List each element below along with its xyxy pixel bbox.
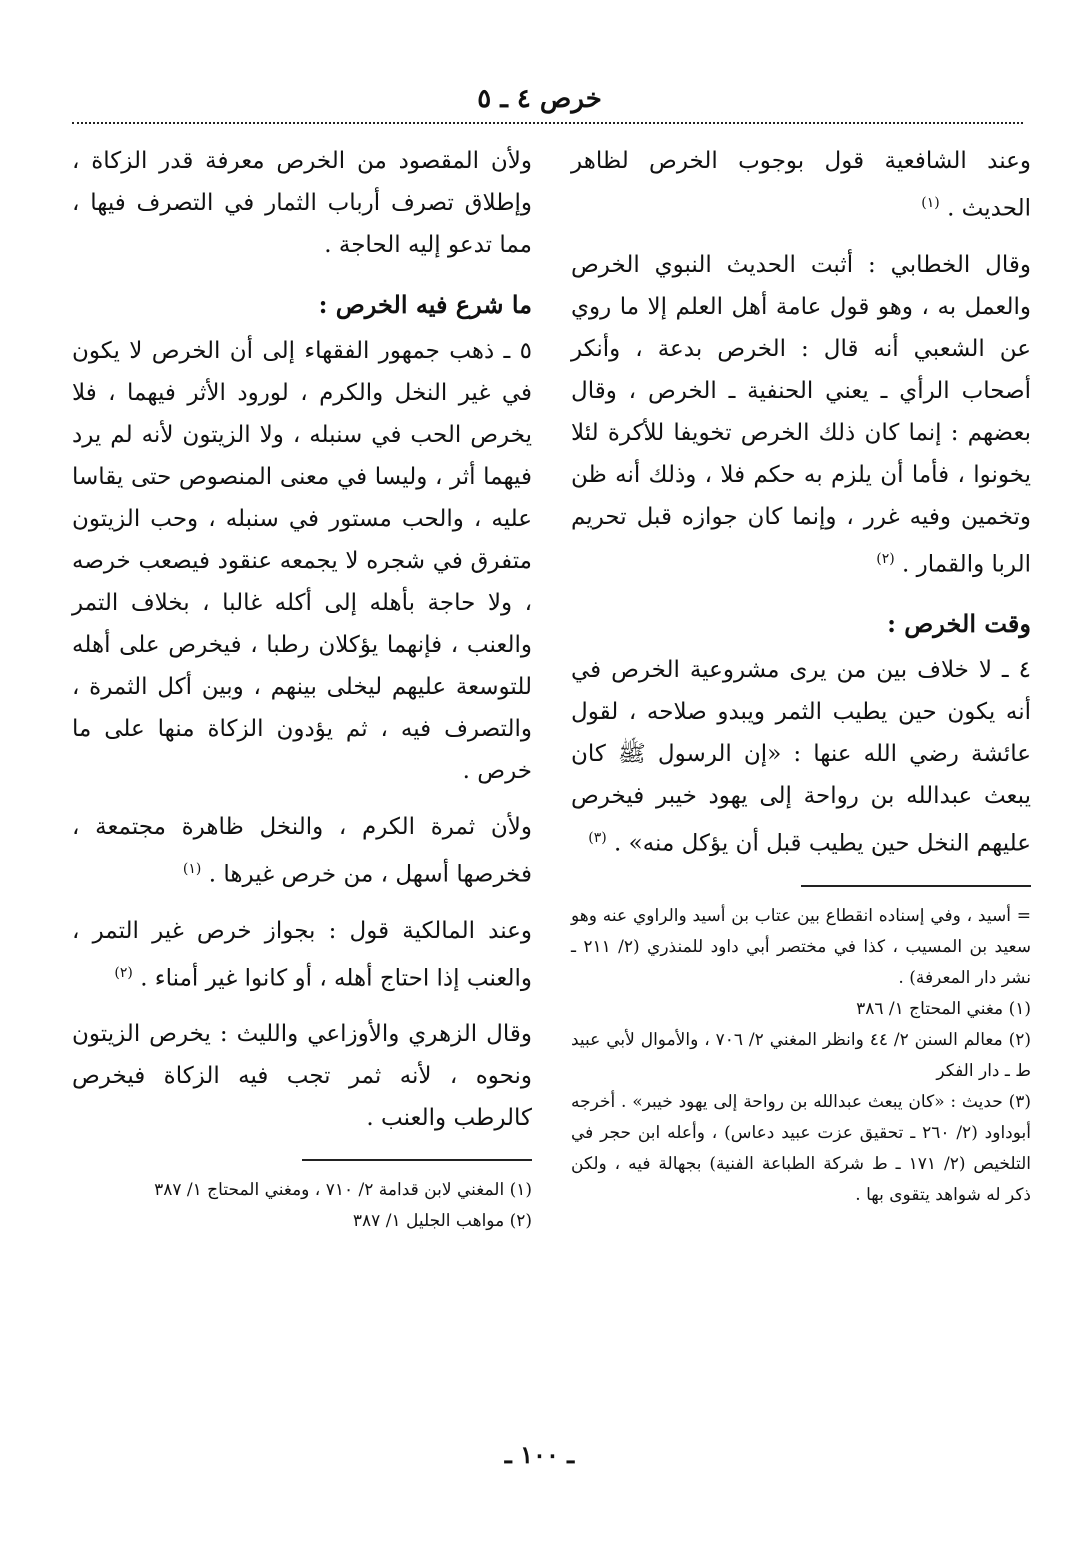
- paragraph: وعند المالكية قول : بجواز خرص غير التمر ، والعنب إذا احتاج أهله ، أو كانوا غير أمناء . $^{(٢)}$: [72, 917, 532, 992]
- paragraph: وعند الشافعية قول بوجوب الخرص لظاهر الحديث . $^{(١)}$: [571, 148, 1031, 222]
- paragraph: ٤ ـ لا خلاف بين من يرى مشروعية الخرص في أنه يكون حين يطيب الثمر ويبدو صلاحه ، لقول عائشة رضي الله عنها : «إن الرسول ﷺ كان يبعث عبدالله بن رواحة إلى يهود خيبر فيخرص عليهم النخل حين يطيب قبل أن يؤكل منه» . $^{(٣)}$: [571, 657, 1031, 857]
- footnote-divider: [801, 885, 1031, 887]
- footnote: (٢) مواهب الجليل ١/ ٣٨٧: [352, 1211, 532, 1232]
- paragraph: وقال الزهري والأوزاعي والليث : يخرص الزيتون ونحوه ، لأنه ثمر تجب فيه الزكاة فيخرص كالرطب والعنب .: [72, 1021, 532, 1132]
- page-header-title: خرص ٤ ـ ٥: [477, 84, 602, 114]
- footnote: (٢) معالم السنن ٢/ ٤٤ وانظر المغني ٢/ ٧٠٦ ، والأموال لأبي عبيد ط ـ دار الفكر: [571, 1029, 1031, 1081]
- header-divider: [72, 122, 1023, 124]
- footnote-ref: (٣): [588, 830, 607, 847]
- footnote-ref: (١): [182, 861, 202, 877]
- footnote: = أسيد ، وفي إسناده انقطاع بين عتاب بن أسيد والراوي عنه وهو سعيد بن المسيب ، كذا في مختصر أبي داود للمنذري (٢/ ٢١١ ـ نشر دار المعرفة) .: [571, 905, 1031, 988]
- left-column: [72, 140, 532, 1237]
- paragraph: ٥ ـ ذهب جمهور الفقهاء إلى أن الخرص لا يكون في غير النخل والكرم ، لورود الأثر فيهما ، فلا يخرص الحب في سنبله ، ولا الزيتون لأنه لم يرد فيهما أثر ، وليسا في معنى المنصوص حتى يقاسا عليه ، والحب مستور في سنبله ، وحب الزيتون متفرق في شجره لا يجمعه عنقود فيصعب خرصه ، ولا حاجة بأهله إلى أكله غالبا ، بخلاف التمر والعنب ، فإنهما يؤكلان رطبا ، فيخرص على أهله للتوسعة عليهم ليخلى بينهم ، وبين أكل الثمرة ، والتصرف فيه ، ثم يؤدون الزكاة منها على ما خرص .: [72, 338, 532, 784]
- footnote-ref: (١): [921, 195, 940, 211]
- footnote: (١) المغني لابن قدامة ٢/ ٧١٠ ، ومغني المحتاج ١/ ٣٨٧: [154, 1180, 532, 1201]
- paragraph: ولأن ثمرة الكرم ، والنخل ظاهرة مجتمعة ، فخرصها أسهل ، من خرص غيرها . $^{(١)}$: [72, 814, 532, 888]
- footnote: (٣) حديث : «كان يبعث عبدالله بن رواحة إلى يهود خيبر» . أخرجه أبوداود (٢/ ٢٦٠ ـ تحقيق عزت عبيد دعاس) ، وأعله ابن حجر في التلخيص (٢/ ١٧١ ـ ط شركة الطباعة الفنية) بجهالة فيه ، ولكن ذكر له شواهد يتقوى بها .: [571, 1091, 1031, 1205]
- footnote-ref: (٢): [114, 964, 133, 981]
- section-heading: وقت الخرص :: [887, 609, 1031, 639]
- right-column: [571, 140, 1031, 1211]
- footnote-divider: [302, 1159, 532, 1161]
- footnote: (١) مغني المحتاج ١/ ٣٨٦: [856, 998, 1031, 1019]
- footnote-ref: (٢): [876, 550, 895, 567]
- page-number: ـ ١٠٠ ـ: [504, 1440, 575, 1469]
- section-heading: ما شرع فيه الخرص :: [318, 290, 532, 319]
- paragraph: وقال الخطابي : أثبت الحديث النبوي الخرص والعمل به ، وهو قول عامة أهل العلم إلا ما روي عن الشعبي أنه قال : الخرص بدعة ، وأنكر أصحاب الرأي ـ يعني الحنفية ـ الخرص ، وقال بعضهم : إنما كان ذلك الخرص تخويفا للأكرة لئلا يخونوا ، فأما أن يلزم به حكم فلا ، وذلك أنه ظن وتخمين وفيه غرر ، وإنما كان جوازه قبل تحريم الربا والقمار . $^{(٢)}$: [571, 251, 1031, 578]
- paragraph: ولأن المقصود من الخرص معرفة قدر الزكاة ، وإطلاق تصرف أرباب الثمار في التصرف فيها ، مما تدعو إليه الحاجة .: [72, 148, 532, 258]
